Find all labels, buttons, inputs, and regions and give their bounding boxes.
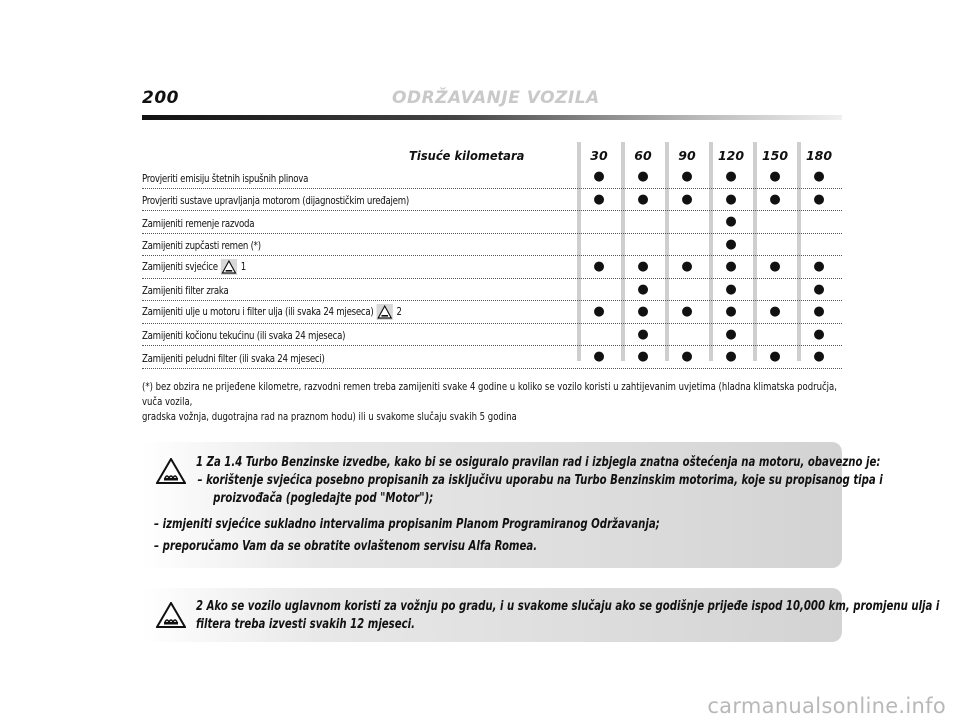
table-row (142, 301, 842, 324)
km-column-header: 180 (805, 148, 833, 163)
row-label-text: Zamijeniti ulje u motoru i filter ulja (ili svaka 24 mjeseca) (142, 305, 374, 318)
schedule-dot: ● (725, 349, 737, 365)
section-title: ODRŽAVANJE VOZILA (392, 88, 600, 108)
schedule-dot: ● (769, 349, 781, 365)
schedule-dot: ● (813, 304, 825, 320)
row-label-text: Zamijeniti remenje razvoda (142, 217, 255, 230)
schedule-dot: ● (769, 304, 781, 320)
schedule-dot: ● (637, 259, 649, 275)
warning-triangle-icon (156, 458, 186, 484)
row-label (142, 285, 229, 297)
schedule-dot: ● (813, 326, 825, 342)
schedule-dot: ● (593, 349, 605, 365)
row-label-text: Zamijeniti peludni filter (ili svaka 24 mjeseci) (142, 352, 325, 365)
warning-triangle-icon (156, 602, 186, 628)
schedule-dot: ● (769, 169, 781, 185)
table-row (142, 166, 842, 189)
warning1-line: – korištenje svjećica posebno propisanih za isključivu uporabu na Turbo Benzinskim motorima, koje su propisanog tipa i (197, 473, 883, 488)
row-label (142, 259, 246, 275)
footnote-line: (*) bez obzira ne prijeđene kilometre, razvodni remen treba zamijeniti svake 4 godine u koliko se vozilo koristi u zahtijevanim uvjetima (hladna klimatska područja, vuča vozila, (142, 381, 837, 408)
row-note-number: 2 (396, 305, 402, 318)
schedule-dot: ● (593, 304, 605, 320)
schedule-dot: ● (725, 281, 737, 297)
table-row (142, 324, 842, 347)
page-number: 200 (142, 88, 179, 108)
schedule-dot: ● (725, 326, 737, 342)
row-label-text: Zamijeniti kočionu tekućinu (ili svaka 24 mjeseca) (142, 330, 346, 342)
row-label (142, 353, 325, 365)
row-label (142, 173, 308, 185)
warning-box-1 (142, 442, 883, 568)
warning1-line: – preporučamo Vam da se obratite ovlaštenom servisu Alfa Romea. (154, 539, 538, 554)
table-row (142, 189, 842, 212)
schedule-dot: ● (593, 169, 605, 185)
schedule-dot: ● (725, 259, 737, 275)
schedule-dot: ● (681, 169, 693, 185)
table-header-label: Tisuće kilometara (408, 148, 524, 163)
schedule-dot: ● (725, 191, 737, 207)
km-column-header: 30 (590, 148, 608, 163)
km-column-header: 60 (634, 148, 652, 163)
schedule-dot: ● (769, 191, 781, 207)
watermark: carmanualsonline.info (707, 694, 946, 718)
row-label (142, 240, 261, 252)
row-note-number: 1 (240, 260, 246, 273)
row-label (142, 218, 254, 230)
warning2-line: 2 Ako se vozilo uglavnom koristi za vožnju po gradu, i u svakome slučaju ako se godišnje prijeđe ispod 10,000 km, promjenu ulja i (196, 599, 940, 614)
warning1-line: proizvođača (pogledajte pod "Motor"); (213, 491, 434, 506)
schedule-dot: ● (637, 326, 649, 342)
warning-triangle-icon (377, 304, 393, 320)
schedule-dot: ● (725, 169, 737, 185)
warning1-line: – izmjeniti svjećice sukladno intervalima propisanim Planom Programiranog Održavanja; (154, 517, 660, 532)
schedule-dot: ● (813, 349, 825, 365)
schedule-dot: ● (769, 259, 781, 275)
schedule-dot: ● (637, 281, 649, 297)
schedule-dot: ● (681, 304, 693, 320)
schedule-dot: ● (725, 304, 737, 320)
table-row (142, 346, 842, 369)
table-row (142, 211, 842, 234)
schedule-dot: ● (637, 304, 649, 320)
row-label-text: Provjeriti emisiju štetnih ispušnih plinova (142, 172, 309, 185)
schedule-dot: ● (725, 214, 737, 230)
table-row (142, 234, 842, 257)
warning-triangle-icon (221, 259, 237, 275)
table-row (142, 256, 842, 279)
footnote-line: gradska vožnja, dugotrajna rad na praznom hodu) ili u svakome slučaju svakih 5 godina (142, 411, 517, 423)
row-label-text: Zamijeniti svjećice (142, 260, 218, 273)
schedule-dot: ● (813, 191, 825, 207)
warning2-line: filtera treba izvesti svakih 12 mjeseci. (196, 617, 415, 632)
warning-box-2 (142, 588, 940, 642)
title-rule (142, 115, 842, 120)
row-label (142, 330, 345, 342)
table-header-row (142, 142, 842, 166)
footnote (142, 380, 839, 425)
schedule-dot: ● (637, 349, 649, 365)
schedule-dot: ● (813, 259, 825, 275)
schedule-dot: ● (681, 191, 693, 207)
km-column-header: 120 (717, 148, 745, 163)
schedule-dot: ● (637, 191, 649, 207)
row-label (142, 304, 402, 320)
row-label-text: Provjeriti sustave upravljanja motorom (dijagnostičkim uređajem) (142, 195, 409, 207)
schedule-dot: ● (637, 169, 649, 185)
row-label-text: Zamijeniti zupčasti remen (*) (142, 240, 261, 252)
schedule-dot: ● (593, 191, 605, 207)
schedule-dot: ● (725, 236, 737, 252)
schedule-dot: ● (681, 349, 693, 365)
maintenance-table (142, 142, 842, 369)
warning1-line: 1 Za 1.4 Turbo Benzinske izvedbe, kako bi se osiguralo pravilan rad i izbjegla znatna oštećenja na motoru, obavezno je: (196, 455, 881, 470)
km-column-header: 90 (678, 148, 696, 163)
schedule-dot: ● (593, 259, 605, 275)
table-row (142, 279, 842, 302)
km-column-header: 150 (761, 148, 789, 163)
schedule-dot: ● (813, 169, 825, 185)
schedule-dot: ● (681, 259, 693, 275)
row-label-text: Zamijeniti filter zraka (142, 285, 229, 297)
schedule-dot: ● (813, 281, 825, 297)
row-label (142, 195, 409, 207)
